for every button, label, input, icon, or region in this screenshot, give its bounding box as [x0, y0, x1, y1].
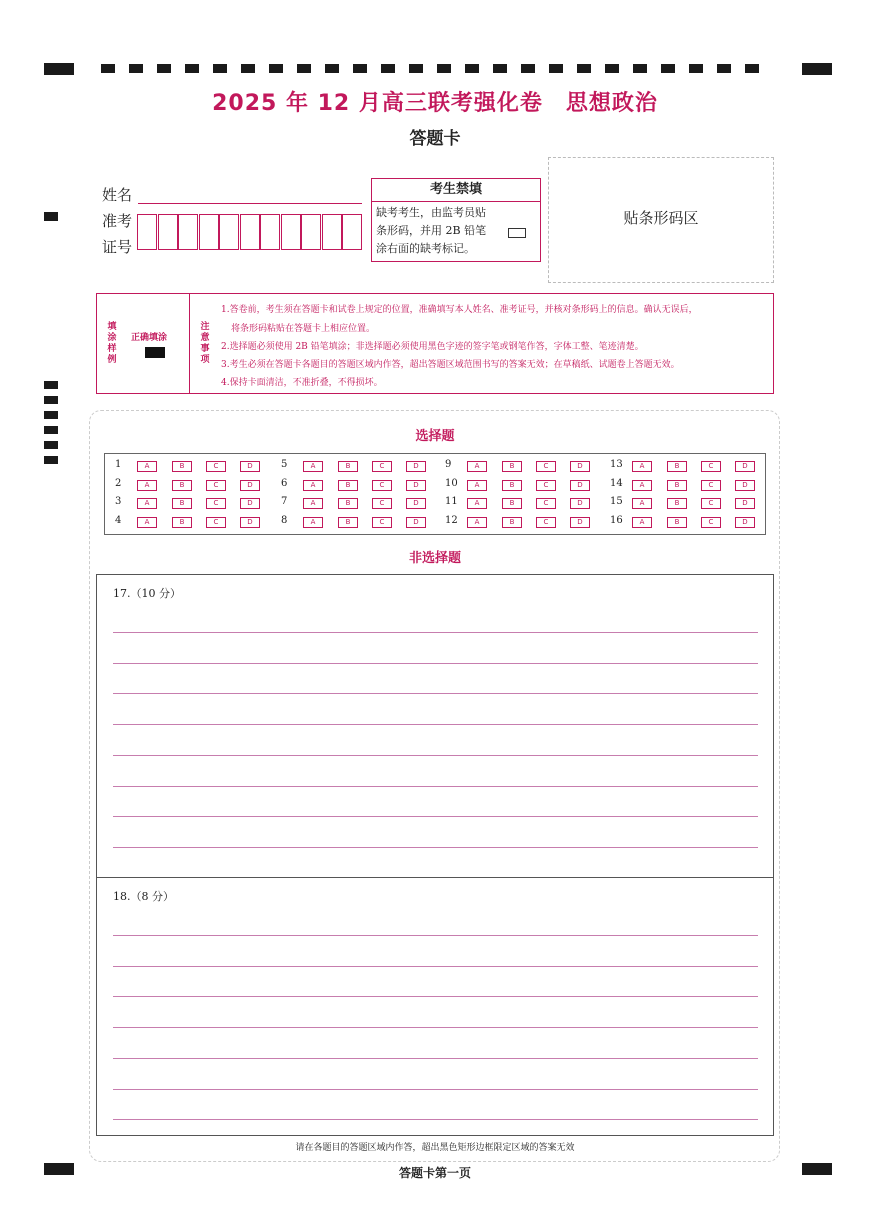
non-choice-section-title: 非选择题 [408, 551, 461, 566]
option-bubble-a[interactable]: A [303, 461, 323, 472]
option-bubble-c[interactable]: C [206, 498, 226, 509]
candidate-forbidden-box [371, 178, 541, 262]
writing-line [113, 816, 758, 817]
writing-line [113, 847, 758, 848]
option-bubble-d[interactable]: D [735, 498, 755, 509]
fill-example-label: 填 涂 样 例 [107, 322, 117, 365]
option-bubble-d[interactable]: D [735, 517, 755, 528]
option-bubble-d[interactable]: D [240, 461, 260, 472]
option-bubble-c[interactable]: C [536, 480, 556, 491]
timing-mark [185, 64, 199, 73]
forbidden-box-text: 缺考考生，由监考员贴条形码，并用 2B 铅笔涂右面的缺考标记。 [376, 206, 487, 255]
option-bubble-d[interactable]: D [240, 498, 260, 509]
option-bubble-d[interactable]: D [570, 480, 590, 491]
question-number: 12 [445, 514, 458, 526]
question-number: 10 [445, 477, 458, 489]
option-bubble-a[interactable]: A [632, 498, 652, 509]
timing-mark [213, 64, 227, 73]
notice-item-2: 2.选择题必须使用 2B 铅笔填涂；非选择题必须使用黑色字迹的签字笔或钢笔作答，字体工整、笔迹清楚。 [221, 342, 644, 352]
option-bubble-c[interactable]: C [206, 517, 226, 528]
timing-mark [297, 64, 311, 73]
option-bubble-c[interactable]: C [536, 498, 556, 509]
exam-id-cell[interactable] [281, 214, 301, 250]
writing-line [113, 1089, 758, 1090]
option-bubble-b[interactable]: B [338, 517, 358, 528]
name-field[interactable] [138, 203, 362, 204]
writing-line [113, 786, 758, 787]
option-bubble-b[interactable]: B [502, 517, 522, 528]
timing-mark-side [44, 381, 58, 389]
option-bubble-a[interactable]: A [467, 498, 487, 509]
question-number: 4 [115, 514, 122, 526]
option-bubble-b[interactable]: B [172, 480, 192, 491]
timing-mark [101, 64, 115, 73]
question-number: 11 [445, 496, 458, 507]
timing-mark [409, 64, 423, 73]
option-bubble-a[interactable]: A [303, 517, 323, 528]
choice-grid [104, 453, 766, 535]
timing-mark [157, 64, 171, 73]
option-bubble-b[interactable]: B [667, 480, 687, 491]
question-number: 7 [281, 496, 288, 507]
timing-mark [661, 64, 675, 73]
timing-mark [325, 64, 339, 73]
option-bubble-b[interactable]: B [338, 498, 358, 509]
question-number: 16 [610, 514, 623, 526]
option-bubble-b[interactable]: B [667, 498, 687, 509]
exam-id-cell[interactable] [137, 214, 157, 250]
correct-fill-sample [145, 347, 165, 358]
writing-line [113, 755, 758, 756]
option-bubble-d[interactable]: D [570, 461, 590, 472]
option-bubble-d[interactable]: D [570, 498, 590, 509]
option-bubble-b[interactable]: B [172, 498, 192, 509]
question-number: 2 [115, 477, 122, 489]
id-label-1: 准考 [102, 212, 133, 230]
question-number: 14 [610, 477, 623, 489]
option-bubble-b[interactable]: B [338, 461, 358, 472]
notice-item-1b: 将条形码粘贴在答题卡上相应位置。 [231, 324, 376, 334]
option-bubble-d[interactable]: D [406, 461, 426, 472]
option-bubble-a[interactable]: A [303, 498, 323, 509]
option-bubble-c[interactable]: C [372, 498, 392, 509]
timing-mark [353, 64, 367, 73]
timing-mark-side [44, 212, 58, 221]
question-number: 3 [115, 496, 122, 507]
option-bubble-a[interactable]: A [467, 517, 487, 528]
option-bubble-d[interactable]: D [406, 480, 426, 491]
exam-id-cell[interactable] [240, 214, 260, 250]
option-bubble-d[interactable]: D [735, 461, 755, 472]
forbidden-box-title: 考生禁填 [372, 179, 540, 202]
notice-item-4: 4.保持卡面清洁，不准折叠，不得损坏。 [221, 378, 383, 388]
timing-mark-side [44, 411, 58, 419]
timing-mark [745, 64, 759, 73]
timing-mark [129, 64, 143, 73]
answer-area-18[interactable] [96, 877, 774, 1136]
exam-id-cell[interactable] [219, 214, 239, 250]
option-bubble-c[interactable]: C [701, 517, 721, 528]
question-number: 8 [281, 514, 288, 526]
writing-line [113, 1058, 758, 1059]
question-number: 15 [610, 496, 623, 507]
timing-mark [605, 64, 619, 73]
option-bubble-b[interactable]: B [667, 461, 687, 472]
option-bubble-b[interactable]: B [172, 517, 192, 528]
option-bubble-d[interactable]: D [240, 480, 260, 491]
writing-line [113, 724, 758, 725]
page-title: 2025 年 12 月高三联考强化卷 思想政治 [212, 91, 658, 116]
option-bubble-b[interactable]: B [667, 517, 687, 528]
option-bubble-b[interactable]: B [172, 461, 192, 472]
name-label: 姓名 [102, 186, 133, 204]
notice-item-3: 3.考生必须在答题卡各题目的答题区域内作答，超出答题区域范围书写的答案无效；在草稿纸、试题卷上答题无效。 [221, 360, 680, 370]
option-bubble-a[interactable]: A [303, 480, 323, 491]
option-bubble-d[interactable]: D [240, 517, 260, 528]
timing-mark [437, 64, 451, 73]
option-bubble-d[interactable]: D [570, 517, 590, 528]
option-bubble-c[interactable]: C [372, 461, 392, 472]
exam-id-cell[interactable] [158, 214, 178, 250]
option-bubble-a[interactable]: A [632, 517, 652, 528]
timing-mark [381, 64, 395, 73]
option-bubble-a[interactable]: A [632, 461, 652, 472]
timing-mark [521, 64, 535, 73]
timing-mark [577, 64, 591, 73]
id-label-2: 证号 [102, 238, 133, 256]
barcode-area: 贴条形码区 [548, 157, 774, 283]
notes-box [96, 293, 774, 394]
timing-mark-corner [44, 63, 74, 75]
option-bubble-c[interactable]: C [701, 480, 721, 491]
writing-line [113, 996, 758, 997]
exam-id-cell[interactable] [178, 214, 198, 250]
footer-note: 请在各题目的答题区域内作答，超出黑色矩形边框限定区域的答案无效 [295, 1143, 575, 1153]
question-number: 5 [281, 459, 288, 470]
notice-label: 注 意 事 项 [200, 322, 210, 365]
option-bubble-a[interactable]: A [632, 480, 652, 491]
writing-line [113, 935, 758, 936]
question-18-label: 18.（8 分） [113, 890, 174, 903]
option-bubble-d[interactable]: D [406, 517, 426, 528]
timing-mark [689, 64, 703, 73]
option-bubble-c[interactable]: C [206, 461, 226, 472]
timing-mark [717, 64, 731, 73]
question-number: 1 [115, 459, 122, 470]
timing-mark [549, 64, 563, 73]
option-bubble-c[interactable]: C [536, 517, 556, 528]
option-bubble-a[interactable]: A [137, 480, 157, 491]
option-bubble-d[interactable]: D [406, 498, 426, 509]
question-number: 9 [445, 459, 452, 470]
option-bubble-a[interactable]: A [137, 498, 157, 509]
option-bubble-a[interactable]: A [467, 461, 487, 472]
exam-id-cell[interactable] [301, 214, 321, 250]
writing-line [113, 663, 758, 664]
writing-line [113, 693, 758, 694]
timing-mark [465, 64, 479, 73]
exam-id-cell[interactable] [322, 214, 342, 250]
option-bubble-a[interactable]: A [467, 480, 487, 491]
writing-line [113, 1027, 758, 1028]
option-bubble-c[interactable]: C [372, 517, 392, 528]
question-17-label: 17.（10 分） [113, 587, 181, 600]
option-bubble-c[interactable]: C [536, 461, 556, 472]
choice-section-title: 选择题 [415, 429, 455, 444]
option-bubble-b[interactable]: B [502, 461, 522, 472]
question-number: 13 [610, 459, 623, 470]
timing-mark [633, 64, 647, 73]
option-bubble-c[interactable]: C [206, 480, 226, 491]
writing-line [113, 966, 758, 967]
timing-mark [269, 64, 283, 73]
writing-line [113, 632, 758, 633]
exam-id-cell[interactable] [342, 214, 362, 250]
writing-line [113, 1119, 758, 1120]
page-subtitle: 答题卡 [409, 129, 461, 149]
option-bubble-c[interactable]: C [372, 480, 392, 491]
timing-mark-corner [802, 63, 832, 75]
correct-fill-label: 正确填涂 [131, 333, 168, 343]
option-bubble-d[interactable]: D [735, 480, 755, 491]
exam-id-cell[interactable] [260, 214, 280, 250]
timing-mark-side [44, 396, 58, 404]
timing-mark [493, 64, 507, 73]
option-bubble-b[interactable]: B [338, 480, 358, 491]
timing-mark [241, 64, 255, 73]
option-bubble-a[interactable]: A [137, 461, 157, 472]
notes-divider [189, 294, 190, 393]
timing-mark-side [44, 456, 58, 464]
page-footer: 答题卡第一页 [398, 1166, 471, 1180]
option-bubble-b[interactable]: B [502, 498, 522, 509]
option-bubble-b[interactable]: B [502, 480, 522, 491]
answer-area-17[interactable] [96, 574, 774, 878]
option-bubble-a[interactable]: A [137, 517, 157, 528]
absent-mark-box[interactable] [508, 228, 526, 238]
exam-id-cell[interactable] [199, 214, 219, 250]
option-bubble-c[interactable]: C [701, 461, 721, 472]
option-bubble-c[interactable]: C [701, 498, 721, 509]
question-number: 6 [281, 477, 288, 489]
notice-item-1: 1.答卷前，考生须在答题卡和试卷上规定的位置，准确填写本人姓名、准考证号，并核对条形码上的信息。确认无误后， [221, 305, 698, 315]
